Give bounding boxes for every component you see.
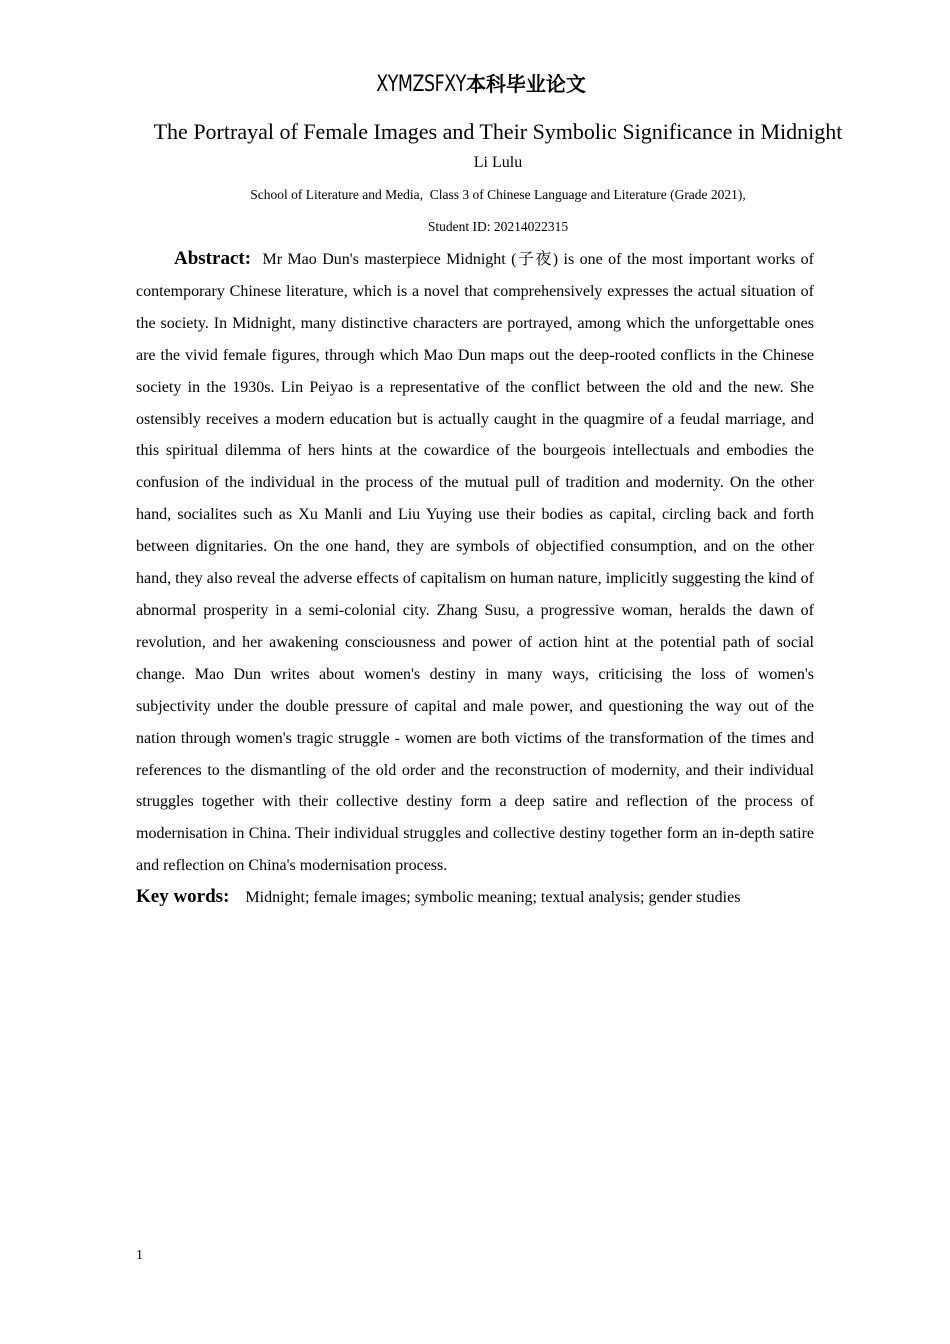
abstract-text: Mr Mao Dun's masterpiece Midnight (子夜) is one of the most important works of contemporary Chinese literature, which is a novel that comprehensively expresses the actual situation of the society. In Midnight, many distinctive characters are portrayed, among which the unforgettable ones are the vivid female figures, through which Mao Dun maps out the deep-rooted conflicts in the Chinese society in the 1930s. Lin Peiyao is a representative of the conflict between the old and the new. She ostensibly receives a modern education but is actually caught in the quagmire of a feudal marriage, and this spiritual dilemma of hers hints at the cowardice of the bourgeois intellectuals and embodies the confusion of the individual in the process of the mutual pull of tradition and modernity. On the other hand, socialites such as Xu Manli and Liu Yuying use their bodies as capital, circling back and forth between dignitaries. On the one hand, they are symbols of objectified consumption, and on the other hand, they also reveal the adverse effects of capitalism on human nature, implicitly suggesting the kind of abnormal prosperity in a semi-colonial city. Zhang Susu, a progressive woman, heralds the dawn of revolution, and her awakening consciousness and power of action hint at the potential path of social change. Mao Dun writes about women's destiny in many ways, criticising the loss of women's subjectivity under the double pressure of capital and male power, and questioning the way out of the nation through women's tragic struggle - women are both victims of the transformation of the times and references to the dismantling of the old order and the reconstruction of modernity, and their individual struggles together with their collective destiny form a deep satire and reflection of the process of modernisation in China. Their individual struggles and collective destiny together form an in-depth satire and reflection on China's modernisation process. [136,251,814,875]
author-affiliation: School of Literature and Media, Class 3 of Chinese Language and Literature (Grade 2021), [250,187,746,202]
keywords-label: Key words: [136,886,230,907]
abstract-label: Abstract: [174,248,252,269]
abstract-section [136,243,814,882]
student-id: Student ID: 20214022315 [427,219,569,234]
paper-title: The Portrayal of Female Images and Their Symbolic Significance in Midnight [153,119,843,144]
author-name: Li Lulu [473,154,523,171]
thesis-type-label: 本科毕业论文 [465,72,586,96]
institution-code: XYMZSFXY [376,72,466,97]
page-number: 1 [136,1248,143,1263]
keywords-section [136,882,814,913]
keywords-text: Midnight; female images; symbolic meaning; textual analysis; gender studies [245,889,741,906]
page-header [0,68,950,101]
